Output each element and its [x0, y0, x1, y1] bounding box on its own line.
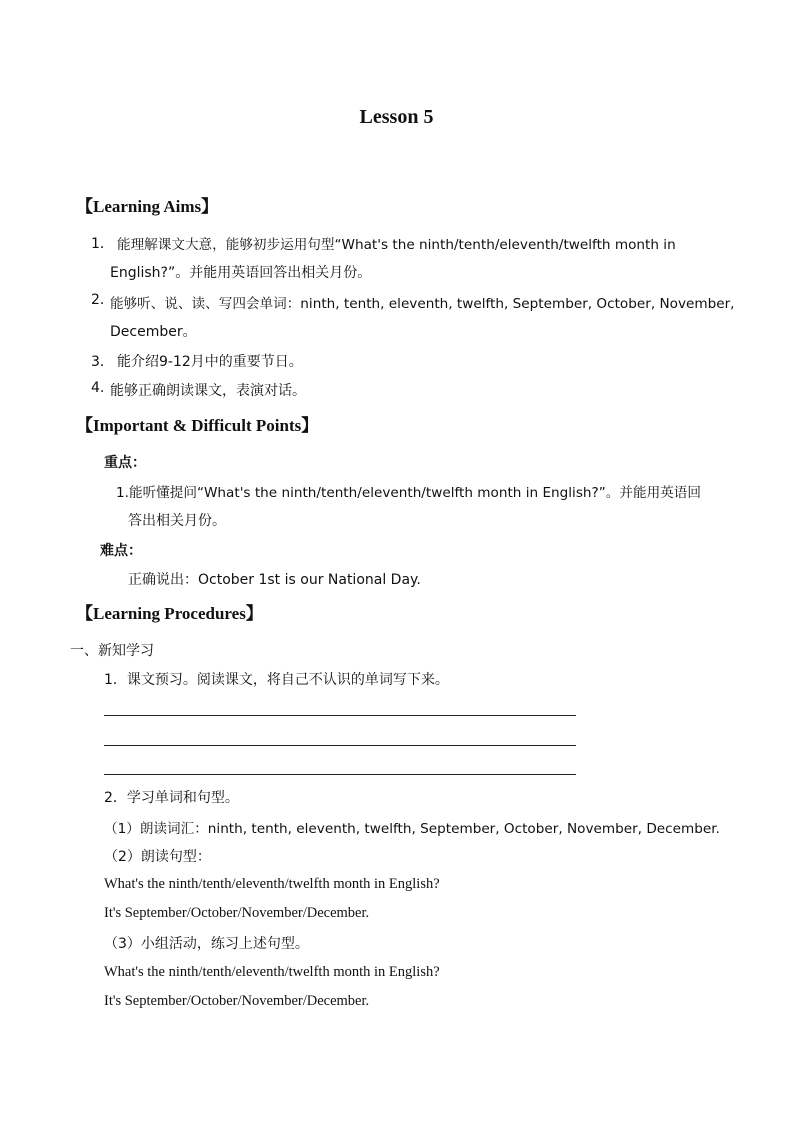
part-one-heading: 一、新知学习 — [70, 643, 154, 659]
blank-line-2[interactable] — [104, 745, 576, 746]
key-line2: 答出相关月份。 — [128, 513, 226, 529]
points-heading: 【Important & Difficult Points】 — [76, 416, 319, 435]
difficult-label: 难点： — [100, 543, 142, 559]
learning-aims-heading: 【Learning Aims】 — [76, 197, 219, 216]
sub-step-2: （2）朗读句型： — [104, 849, 211, 865]
aim-2-number: 2. — [91, 292, 105, 308]
difficult-line: 正确说出：October 1st is our National Day. — [128, 572, 421, 588]
key-label: 重点： — [104, 455, 146, 471]
sub-step-3: （3）小组活动，练习上述句型。 — [104, 936, 309, 952]
aim-1-number: 1． — [91, 236, 114, 252]
aim-1-line2: English?”。并能用英语回答出相关月份。 — [110, 265, 372, 281]
page-title: Lesson 5 — [359, 106, 434, 128]
blank-line-3[interactable] — [104, 774, 576, 775]
aim-3-number: 3． — [91, 354, 114, 370]
blank-line-1[interactable] — [104, 715, 576, 716]
aim-2-line2: December。 — [110, 324, 197, 340]
step-2: 2．学习单词和句型。 — [104, 790, 239, 806]
key-line1: 1.能听懂提问“What's the ninth/tenth/eleventh/twelfth month in English?”。并能用英语回 — [116, 485, 701, 501]
answer-2: It's September/October/November/December. — [104, 993, 370, 1009]
aim-1-line1: 能理解课文大意，能够初步运用句型“What's the ninth/tenth/eleventh/twelfth month in — [117, 237, 676, 253]
procedures-heading: 【Learning Procedures】 — [76, 604, 263, 623]
question-1: What's the ninth/tenth/eleventh/twelfth month in English? — [104, 876, 440, 892]
aim-4-number: 4. — [91, 380, 105, 396]
step-1: 1．课文预习。阅读课文，将自己不认识的单词写下来。 — [104, 672, 449, 688]
aim-3-line1: 能介绍9-12月中的重要节日。 — [117, 354, 303, 370]
aim-4-line1: 能够正确朗读课文，表演对话。 — [110, 383, 306, 399]
sub-step-1: （1）朗读词汇：ninth, tenth, eleventh, twelfth, September, October, November, December. — [104, 821, 720, 837]
aim-2-line1: 能够听、说、读、写四会单词：ninth, tenth, eleventh, twelfth, September, October, November, — [110, 296, 735, 312]
question-2: What's the ninth/tenth/eleventh/twelfth month in English? — [104, 964, 440, 980]
answer-1: It's September/October/November/December. — [104, 905, 370, 921]
